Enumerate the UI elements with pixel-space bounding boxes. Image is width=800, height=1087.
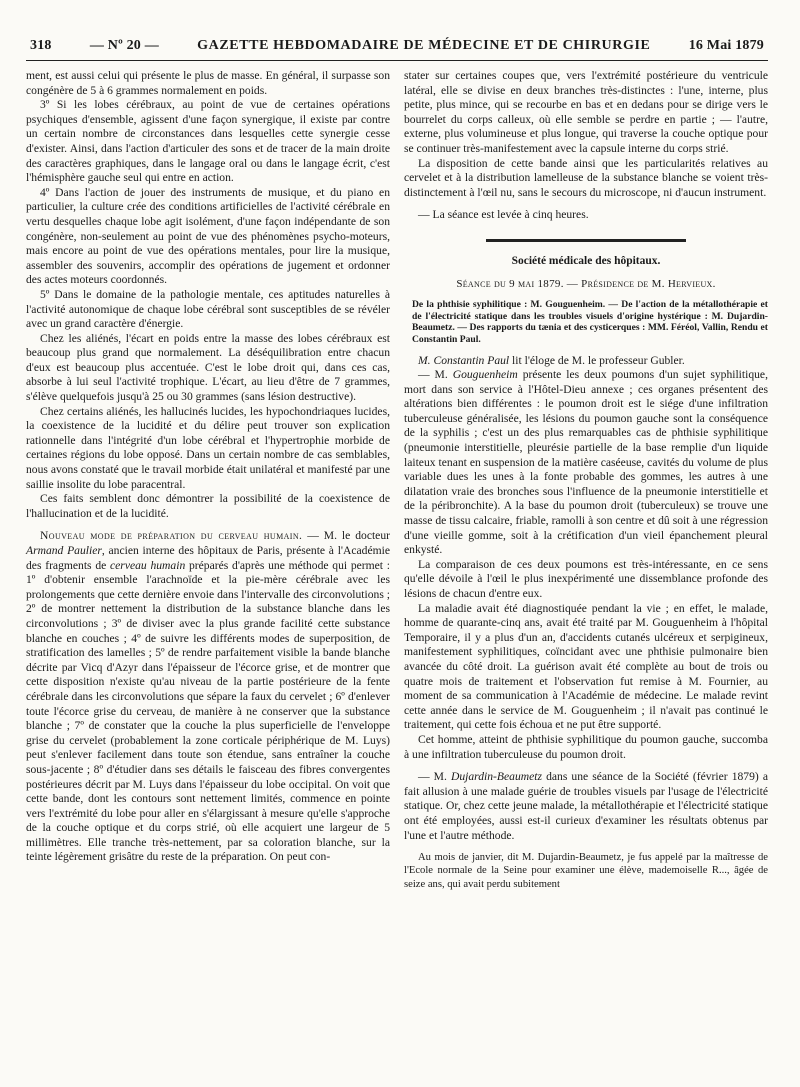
session-closing: — La séance est levée à cinq heures. — [418, 208, 589, 222]
paragraph: Chez les aliénés, l'écart en poids entre la masse des lobes cérébraux est beaucoup plus grand que normalement. La déséquilibration entre chacun d'eux est beaucoup plus accentuée. C'est le lobe droit qui, dans ces cas, absorbe à lui seul l'activité trophique. L'écart, au lieu d'être de 7 grammes, s'élève quelquefois jusqu'à 25 ou 30 grammes (sans lésion destructive). — [26, 331, 390, 404]
section-heading: Nouveau mode de préparation du cerveau humain. — [40, 529, 303, 543]
paragraph: 4º Dans l'action de jouer des instruments de musique, et du piano en particulier, la culture crée des conditions artificielles de l'activité cérébrale en vertu desquelles chaque lobe agit isolément, d'une façon indépendante de son congénère, non-seulement au point de vue des phénomènes psycho-moteurs, mais encore au point de vue des opérations mentales, pour lire la musique, assembler des souvenirs, accomplir des opérations de jugement et ordonner des actes moteurs coordonnés. — [26, 185, 390, 287]
paragraph: — M. Dujardin-Beaumetz dans une séance de la Société (février 1879) a fait allusion à une malade guérie de troubles visuels par l'usage de l'électricité statique. Or, chez cette jeune malade, la métallothérapie et l'électricité statique ont été employées, aussi est-il curieux d'examiner les résultats obtenus par l'une et l'autre méthode. — [404, 770, 768, 842]
right-column — [404, 69, 768, 891]
author-name: Armand Paulier — [26, 544, 102, 557]
issue-date: 16 Mai 1879 — [688, 38, 764, 53]
paragraph: La disposition de cette bande ainsi que les particularités relatives au cervelet et à la distribution lamelleuse de la substance blanche se voient très-distinctement à l'œil nu, sans le secours du microscope, ni d'aucun instrument. — [404, 156, 768, 199]
paragraph: Ces faits semblent donc démontrer la possibilité de la coexistence de l'hallucination et de la lucidité. — [26, 492, 390, 520]
session-heading: Séance du 9 mai 1879. — Présidence de M. Hervieux. — [456, 277, 716, 290]
article-columns — [26, 69, 768, 891]
italic-term: cerveau humain — [110, 558, 186, 572]
speaker-name: Gouguenheim — [452, 368, 518, 382]
section-divider — [486, 239, 686, 242]
paragraph-new-method: Nouveau mode de préparation du cerveau humain. — M. le docteur Armand Paulier, ancien interne des hôpitaux de Paris, présente à l'Académie des fragments de cerveau humain préparés d'après une méthode qui permet : 1º d'obtenir ensemble l'arachnoïde et la pie-mère cérébrale avec les prolongements que cette dernière envoie dans l'intervalle des circonvolutions ; 2º de montrer nettement la distribution de la substance blanche dans les circonvolutions ; 3º de diviser avec la plus grande facilité cette substance blanche en couches ; 4º de suivre les différents modes de superposition, de stratification des lamelles ; 5º de rendre parfaitement visible la bande blanche décrite par Vicq d'Azyr dans l'épaisseur de l'écorce grise, et de montrer que cette disposition n'existe qu'au niveau de la partie postérieure de la fente cérébrale dans les circonvolutions que sépare la faux du cervelet ; 6º d'enlever toute l'écorce grise du cerveau, de manière à ne conserver que la substance blanche ; 7º de constater que la couche la plus superficielle de l'enveloppe grise du cervelet (probablement la zone corticale périphérique de M. Luys) peut s'enlever facilement dans toute son étendue, sans entraîner la couche sous-jacente ; 8º d'étudier dans ses détails le faisceau des fibres convergentes postérieures décrit par M. Luys dans l'épaisseur du lobe occipital. On voit que cette bande, dont les contours sont nettement limités, commence en pointe vers l'extrémité du lobe pour aller en s'élargissant à mesure qu'elle s'approche de la couche optique et du corps strié, où elle acquiert une largeur de 5 millimètres. Elle tranche très-nettement, par sa coloration blanche, sur la teinte légèrement grisâtre du reste de la préparation. On peut con- — [26, 529, 391, 864]
society-heading: Société médicale des hôpitaux. — [511, 254, 661, 267]
paragraph: M. Constantin Paul lit l'éloge de M. le professeur Gubler. — [418, 353, 685, 367]
paragraph-small: Au mois de janvier, dit M. Dujardin-Beaumetz, je fus appelé par la maîtresse de l'Ecole normale de la Seine pour examiner une élève, mademoiselle R..., âgée de seize ans, qui avait perdu subitement — [404, 852, 768, 890]
paragraph: stater sur certaines coupes que, vers l'extrémité postérieure du ventricule latéral, elle se divise en deux branches très-distinctes : l'une, interne, plus petite, plus mince, qui se recourbe en bas et en dedans pour se dirige vers le bourrelet du corps calleux, où elle semble se perdre en partie ; — l'autre, externe, plus volumineuse et plus longue, qui traverse la couche optique pour se continuer très-manifestement avec la capsule interne du corps strié. — [404, 69, 768, 155]
session-summary: De la phthisie syphilitique : M. Gouguenheim. — De l'action de la métallothérapie et de l'électricité statique dans les troubles visuels d'origine hystérique : M. Dujardin-Beaumetz. — Des rapports du tænia et des cysticerques : MM. Féréol, Vallin, Rendu et Constantin Paul. — [412, 299, 768, 345]
page-header — [26, 38, 768, 61]
paragraph: — M. Gouguenheim présente les deux poumons d'un sujet syphilitique, mort dans son service à l'Hôtel-Dieu annexe ; ces organes présentent des altérations bien différentes : le poumon droit est le siége d'une infiltration tuberculeuse généralisée, les lésions du poumon gauche sont la conséquence de la syphilis ; c'est un des plus remarquables cas de phthisie syphilitique (pneumonie interstitielle, pleurésie partielle de la base remplie d'un liquide laiteux tenant en suspension de la matière caséeuse, cavités du volume de plus variable dues les unes à la fonte probable des gommes, les autres à une dilatation vraie des bronches sous l'influence de la pneumonie interstitielle et de la péribronchite). A la base du poumon droit (tuberculeux) se trouve une masse de tissu calcaire, friable, ramolli à son centre et dû soit à une régression d'une vieille gomme, soit à la crétification d'un vieil épanchement pleural enkysté. — [404, 368, 768, 557]
page-number: 318 — [30, 38, 52, 53]
issue-number: — Nº 20 — — [89, 38, 159, 53]
paragraph: 5º Dans le domaine de la pathologie mentale, ces aptitudes naturelles à l'activité autonomique de chaque lobe cérébral sont susceptibles de se révéler avec un grand caractère d'énergie. — [26, 287, 390, 331]
journal-title: GAZETTE HEBDOMADAIRE DE MÉDECINE ET DE CHIRURGIE — [197, 38, 651, 53]
paragraph: Cet homme, atteint de phthisie syphilitique du poumon gauche, succomba à une infiltration tuberculeuse du poumon droit. — [404, 732, 768, 761]
paragraph: 3º Si les lobes cérébraux, au point de vue de certaines opérations psychiques d'ensemble, agissent d'une façon synergique, il existe par contre un certain nombre de circonstances dans lesquelles cette synergie cesse d'exister. Ainsi, dans l'action d'articuler des sons et de tracer de la main droite des caractères graphiques, dans le langage oral ou dans le langage écrit, c'est l'hémisphère gauche seul qui entre en action. — [26, 98, 390, 185]
paragraph: La comparaison de ces deux poumons est très-intéressante, en ce sens qu'elle dévoile à l'œil le plus inexpérimenté une dissemblance profonde des lésions de chacun d'entre eux. — [404, 557, 768, 600]
speaker-name: M. Constantin Paul — [418, 353, 510, 367]
speaker-name: Dujardin-Beaumetz — [450, 770, 542, 784]
paragraph: Chez certains aliénés, les hallucinés lucides, les hypochondriaques lucides, la coexistence de la lucidité et du délire peut trouver son explication rationnelle dans l'intégrité d'un lobe cérébral et l'hypertrophie morbide de certaines régions du lobe opposé. Dans un certain nombre de cas semblables, nous avons constaté que le travail morbide était unilatéral et manifesté par une saillie insolite du lobe paracentral. — [26, 404, 390, 491]
paragraph: ment, est aussi celui qui présente le plus de masse. En général, il surpasse son congénère de 5 à 6 grammes normalement en poids. — [26, 69, 390, 97]
left-column — [26, 69, 390, 891]
paragraph: La maladie avait été diagnostiquée pendant la vie ; en effet, le malade, homme de quarante-cinq ans, avait été traité par M. Gouguenheim à l'hôpital Temporaire, il y a plus d'un an, d'accidents cutanés ulcéreux et serpigineux, manifestement syphilitiques, coïncidant avec une phthisie pulmonaire bien avancée du côté droit. La guérison avait été complète au bout de trois ou quatre mois de traitement et l'observation fut remise à M. Fournier, au moment de sa communication à l'Académie de médecine. Le malade revint cette année dans le service de M. Gouguenheim ; il n'avait pas continué le traitement, qui cette fois échoua et ne put être supporté. — [404, 601, 768, 732]
